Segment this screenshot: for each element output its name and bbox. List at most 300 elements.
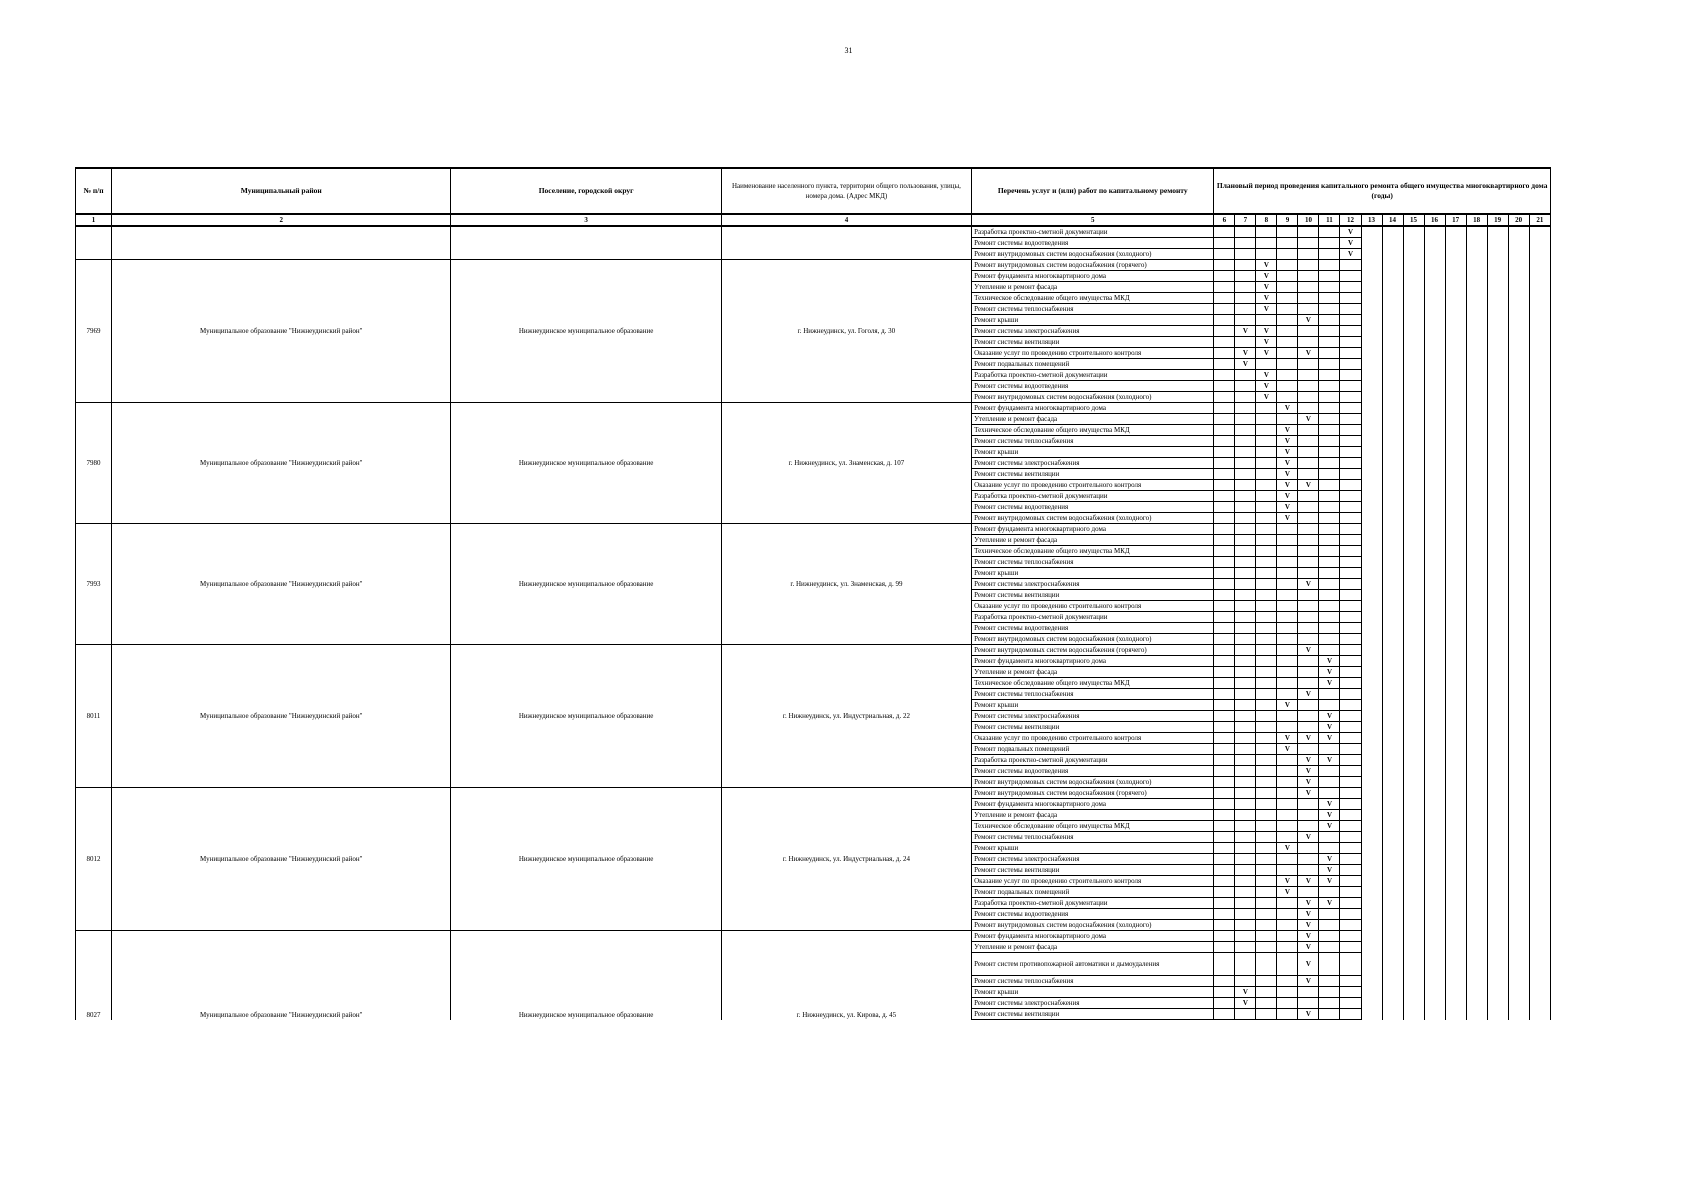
plan-cell xyxy=(1298,249,1319,260)
plan-cell xyxy=(1445,623,1466,634)
plan-cell xyxy=(1466,469,1487,480)
plan-cell xyxy=(1214,359,1235,370)
plan-cell xyxy=(1508,359,1529,370)
plan-cell xyxy=(1466,656,1487,667)
plan-mark: V xyxy=(1256,260,1277,271)
plan-cell xyxy=(1214,920,1235,931)
plan-mark: V xyxy=(1340,249,1361,260)
plan-cell xyxy=(1256,755,1277,766)
plan-cell xyxy=(1382,755,1403,766)
plan-cell xyxy=(1340,854,1361,865)
plan-cell xyxy=(1214,590,1235,601)
plan-cell xyxy=(1487,865,1508,876)
plan-cell xyxy=(1214,766,1235,777)
plan-cell xyxy=(1319,480,1340,491)
plan-cell xyxy=(1382,535,1403,546)
plan-cell xyxy=(1340,601,1361,612)
plan-mark: V xyxy=(1277,843,1298,854)
plan-mark: V xyxy=(1277,447,1298,458)
service-name: Ремонт системы теплоснабжения xyxy=(972,436,1214,447)
plan-cell xyxy=(1256,414,1277,425)
plan-cell xyxy=(1256,931,1277,942)
column-number-15: 15 xyxy=(1403,214,1424,226)
plan-cell xyxy=(1340,480,1361,491)
plan-cell xyxy=(1445,1009,1466,1020)
plan-cell xyxy=(1403,656,1424,667)
plan-cell xyxy=(1361,909,1382,920)
plan-cell xyxy=(1214,645,1235,656)
plan-cell xyxy=(1361,700,1382,711)
service-name: Ремонт системы водоотведения xyxy=(972,909,1214,920)
plan-cell xyxy=(1319,931,1340,942)
plan-cell xyxy=(1277,722,1298,733)
plan-cell xyxy=(1529,458,1550,469)
plan-cell xyxy=(1445,777,1466,788)
plan-cell xyxy=(1424,755,1445,766)
plan-cell xyxy=(1466,579,1487,590)
plan-cell xyxy=(1361,579,1382,590)
plan-cell xyxy=(1361,513,1382,524)
plan-cell xyxy=(1256,777,1277,788)
plan-cell xyxy=(1298,326,1319,337)
plan-cell xyxy=(1361,447,1382,458)
plan-cell xyxy=(1235,843,1256,854)
plan-cell xyxy=(1382,832,1403,843)
plan-cell xyxy=(1424,700,1445,711)
plan-cell xyxy=(1277,282,1298,293)
plan-cell xyxy=(1298,381,1319,392)
plan-cell xyxy=(1403,469,1424,480)
plan-cell xyxy=(1235,436,1256,447)
plan-cell xyxy=(1424,557,1445,568)
plan-cell xyxy=(1445,645,1466,656)
plan-cell xyxy=(1361,689,1382,700)
plan-mark: V xyxy=(1319,821,1340,832)
column-number-row xyxy=(76,214,1551,226)
plan-cell xyxy=(1529,403,1550,414)
plan-cell xyxy=(1529,876,1550,887)
plan-cell xyxy=(1487,458,1508,469)
plan-cell xyxy=(1361,854,1382,865)
plan-cell xyxy=(1466,667,1487,678)
plan-cell xyxy=(1277,865,1298,876)
service-name: Ремонт подвальных помещений xyxy=(972,744,1214,755)
plan-cell xyxy=(1487,645,1508,656)
plan-mark: V xyxy=(1298,348,1319,359)
plan-cell xyxy=(1214,249,1235,260)
service-name: Ремонт системы вентиляции xyxy=(972,469,1214,480)
plan-cell xyxy=(1319,976,1340,987)
plan-cell xyxy=(1214,898,1235,909)
plan-cell xyxy=(1340,987,1361,998)
plan-cell xyxy=(1487,546,1508,557)
plan-cell xyxy=(1277,381,1298,392)
plan-cell xyxy=(1403,436,1424,447)
plan-cell xyxy=(1382,381,1403,392)
plan-cell xyxy=(1445,535,1466,546)
plan-cell xyxy=(1445,700,1466,711)
plan-cell xyxy=(1508,392,1529,403)
plan-cell xyxy=(1277,414,1298,425)
plan-cell xyxy=(1403,755,1424,766)
plan-cell xyxy=(1466,832,1487,843)
plan-cell xyxy=(1340,832,1361,843)
plan-cell xyxy=(1403,337,1424,348)
plan-cell xyxy=(1445,733,1466,744)
plan-cell xyxy=(1403,976,1424,987)
plan-cell xyxy=(1466,249,1487,260)
row-number: 8027 xyxy=(76,931,112,1020)
row-district: Муниципальное образование "Нижнеудинский район" xyxy=(112,260,451,403)
plan-cell xyxy=(1382,414,1403,425)
plan-cell xyxy=(1466,304,1487,315)
plan-mark: V xyxy=(1319,854,1340,865)
plan-cell xyxy=(1466,568,1487,579)
plan-cell xyxy=(1445,656,1466,667)
plan-cell xyxy=(1529,942,1550,953)
plan-cell xyxy=(1424,667,1445,678)
plan-cell xyxy=(1361,766,1382,777)
plan-cell xyxy=(1235,1009,1256,1020)
service-name: Ремонт фундамента многоквартирного дома xyxy=(972,271,1214,282)
plan-cell xyxy=(1256,359,1277,370)
plan-cell xyxy=(1508,865,1529,876)
plan-cell xyxy=(1319,700,1340,711)
service-name: Ремонт системы водоотведения xyxy=(972,381,1214,392)
plan-mark: V xyxy=(1277,469,1298,480)
plan-cell xyxy=(1466,436,1487,447)
plan-cell xyxy=(1361,601,1382,612)
service-name: Ремонт системы теплоснабжения xyxy=(972,689,1214,700)
plan-cell xyxy=(1235,601,1256,612)
plan-cell xyxy=(1256,480,1277,491)
service-name: Ремонт системы теплоснабжения xyxy=(972,832,1214,843)
plan-cell xyxy=(1382,436,1403,447)
plan-cell xyxy=(1466,887,1487,898)
plan-cell xyxy=(1508,909,1529,920)
plan-cell xyxy=(1403,634,1424,645)
header-address: Наименование населенного пункта, территории общего пользования, улицы, номера дома. (Адрес МКД) xyxy=(721,168,971,214)
plan-mark: V xyxy=(1277,733,1298,744)
plan-cell xyxy=(1529,557,1550,568)
row-address xyxy=(721,226,971,260)
plan-cell xyxy=(1319,998,1340,1009)
plan-cell xyxy=(1298,535,1319,546)
plan-cell xyxy=(1235,634,1256,645)
plan-cell xyxy=(1487,260,1508,271)
plan-cell xyxy=(1256,711,1277,722)
plan-cell xyxy=(1445,987,1466,998)
plan-cell xyxy=(1277,920,1298,931)
header-services: Перечень услуг и (или) работ по капитальному ремонту xyxy=(972,168,1214,214)
plan-cell xyxy=(1361,337,1382,348)
plan-mark: V xyxy=(1298,579,1319,590)
plan-cell xyxy=(1529,799,1550,810)
plan-cell xyxy=(1340,623,1361,634)
plan-cell xyxy=(1508,645,1529,656)
plan-cell xyxy=(1466,348,1487,359)
plan-cell xyxy=(1214,370,1235,381)
service-name: Ремонт внутридомовых систем водоснабжения (холодного) xyxy=(972,634,1214,645)
plan-mark: V xyxy=(1298,766,1319,777)
plan-cell xyxy=(1235,260,1256,271)
service-name: Ремонт внутридомовых систем водоснабжения (холодного) xyxy=(972,777,1214,788)
plan-mark: V xyxy=(1277,887,1298,898)
plan-cell xyxy=(1424,293,1445,304)
plan-cell xyxy=(1403,722,1424,733)
plan-cell xyxy=(1235,502,1256,513)
plan-cell xyxy=(1214,425,1235,436)
header-district: Муниципальный район xyxy=(112,168,451,214)
plan-cell xyxy=(1424,942,1445,953)
plan-cell xyxy=(1361,568,1382,579)
plan-mark: V xyxy=(1256,282,1277,293)
plan-cell xyxy=(1445,557,1466,568)
plan-mark: V xyxy=(1319,656,1340,667)
plan-cell xyxy=(1508,326,1529,337)
plan-cell xyxy=(1361,876,1382,887)
plan-cell xyxy=(1529,293,1550,304)
plan-cell xyxy=(1424,590,1445,601)
plan-cell xyxy=(1340,337,1361,348)
plan-cell xyxy=(1214,854,1235,865)
plan-cell xyxy=(1466,987,1487,998)
plan-cell xyxy=(1319,392,1340,403)
plan-cell xyxy=(1424,568,1445,579)
plan-cell xyxy=(1256,634,1277,645)
plan-cell xyxy=(1235,777,1256,788)
plan-cell xyxy=(1529,249,1550,260)
service-name: Ремонт системы водоотведения xyxy=(972,238,1214,249)
plan-cell xyxy=(1235,425,1256,436)
plan-cell xyxy=(1382,998,1403,1009)
row-settlement: Нижнеудинское муниципальное образование xyxy=(451,260,721,403)
plan-cell xyxy=(1298,238,1319,249)
plan-cell xyxy=(1235,403,1256,414)
plan-cell xyxy=(1361,480,1382,491)
plan-cell xyxy=(1487,854,1508,865)
plan-cell xyxy=(1235,854,1256,865)
service-name: Ремонт внутридомовых систем водоснабжения (холодного) xyxy=(972,249,1214,260)
plan-cell xyxy=(1466,810,1487,821)
plan-cell xyxy=(1508,689,1529,700)
plan-mark: V xyxy=(1277,700,1298,711)
plan-cell xyxy=(1466,414,1487,425)
service-name: Разработка проектно-сметной документации xyxy=(972,898,1214,909)
plan-mark: V xyxy=(1277,480,1298,491)
plan-cell xyxy=(1214,326,1235,337)
plan-cell xyxy=(1529,226,1550,238)
plan-cell xyxy=(1256,667,1277,678)
plan-cell xyxy=(1277,546,1298,557)
plan-cell xyxy=(1508,579,1529,590)
plan-cell xyxy=(1424,524,1445,535)
plan-cell xyxy=(1466,1009,1487,1020)
plan-mark: V xyxy=(1340,238,1361,249)
plan-cell xyxy=(1256,656,1277,667)
service-name: Ремонт системы теплоснабжения xyxy=(972,304,1214,315)
plan-cell xyxy=(1340,920,1361,931)
plan-cell xyxy=(1445,469,1466,480)
service-name: Ремонт системы электроснабжения xyxy=(972,458,1214,469)
plan-cell xyxy=(1256,238,1277,249)
plan-cell xyxy=(1382,645,1403,656)
service-name: Ремонт системы вентиляции xyxy=(972,590,1214,601)
plan-cell xyxy=(1256,887,1277,898)
plan-cell xyxy=(1424,744,1445,755)
plan-cell xyxy=(1382,348,1403,359)
plan-cell xyxy=(1277,678,1298,689)
plan-cell xyxy=(1445,766,1466,777)
plan-cell xyxy=(1256,557,1277,568)
plan-cell xyxy=(1445,942,1466,953)
service-name: Ремонт фундамента многоквартирного дома xyxy=(972,656,1214,667)
plan-cell xyxy=(1466,458,1487,469)
plan-cell xyxy=(1361,414,1382,425)
plan-cell xyxy=(1508,843,1529,854)
plan-cell xyxy=(1214,832,1235,843)
plan-mark: V xyxy=(1256,326,1277,337)
plan-cell xyxy=(1445,337,1466,348)
column-number-10: 10 xyxy=(1298,214,1319,226)
plan-cell xyxy=(1361,359,1382,370)
plan-cell xyxy=(1298,810,1319,821)
plan-cell xyxy=(1256,987,1277,998)
plan-cell xyxy=(1235,392,1256,403)
column-number-1: 1 xyxy=(76,214,112,226)
plan-mark: V xyxy=(1298,315,1319,326)
service-name: Разработка проектно-сметной документации xyxy=(972,755,1214,766)
plan-cell xyxy=(1361,590,1382,601)
plan-cell xyxy=(1508,535,1529,546)
row-settlement: Нижнеудинское муниципальное образование xyxy=(451,931,721,1020)
plan-cell xyxy=(1529,931,1550,942)
plan-cell xyxy=(1235,271,1256,282)
table-row xyxy=(76,524,1551,535)
plan-cell xyxy=(1319,942,1340,953)
plan-cell xyxy=(1340,953,1361,976)
plan-cell xyxy=(1529,392,1550,403)
column-number-21: 21 xyxy=(1529,214,1550,226)
plan-cell xyxy=(1403,513,1424,524)
plan-cell xyxy=(1529,381,1550,392)
plan-cell xyxy=(1466,865,1487,876)
plan-cell xyxy=(1214,513,1235,524)
plan-cell xyxy=(1487,414,1508,425)
plan-cell xyxy=(1235,480,1256,491)
plan-cell xyxy=(1340,304,1361,315)
plan-cell xyxy=(1424,579,1445,590)
plan-cell xyxy=(1319,612,1340,623)
plan-mark: V xyxy=(1235,998,1256,1009)
plan-cell xyxy=(1403,282,1424,293)
service-name: Ремонт крыши xyxy=(972,447,1214,458)
row-settlement: Нижнеудинское муниципальное образование xyxy=(451,788,721,931)
plan-cell xyxy=(1277,337,1298,348)
plan-cell xyxy=(1424,414,1445,425)
plan-cell xyxy=(1424,546,1445,557)
plan-cell xyxy=(1382,898,1403,909)
plan-cell xyxy=(1214,667,1235,678)
plan-cell xyxy=(1445,315,1466,326)
plan-cell xyxy=(1445,667,1466,678)
plan-cell xyxy=(1298,458,1319,469)
plan-cell xyxy=(1508,546,1529,557)
plan-cell xyxy=(1298,700,1319,711)
plan-cell xyxy=(1445,821,1466,832)
plan-cell xyxy=(1424,458,1445,469)
plan-mark: V xyxy=(1298,920,1319,931)
plan-cell xyxy=(1529,579,1550,590)
row-address: г. Нижнеудинск, ул. Знаменская, д. 99 xyxy=(721,524,971,645)
plan-cell xyxy=(1382,987,1403,998)
plan-cell xyxy=(1529,987,1550,998)
plan-cell xyxy=(1508,458,1529,469)
plan-cell xyxy=(1340,711,1361,722)
plan-cell xyxy=(1361,711,1382,722)
plan-cell xyxy=(1487,568,1508,579)
plan-cell xyxy=(1382,942,1403,953)
plan-cell xyxy=(1277,612,1298,623)
service-name: Ремонт крыши xyxy=(972,315,1214,326)
plan-mark: V xyxy=(1256,293,1277,304)
plan-cell xyxy=(1340,645,1361,656)
plan-cell xyxy=(1361,293,1382,304)
plan-cell xyxy=(1487,590,1508,601)
service-name: Утепление и ремонт фасада xyxy=(972,810,1214,821)
plan-cell xyxy=(1508,414,1529,425)
plan-cell xyxy=(1424,887,1445,898)
plan-cell xyxy=(1277,656,1298,667)
plan-cell xyxy=(1298,226,1319,238)
plan-cell xyxy=(1298,678,1319,689)
plan-cell xyxy=(1340,634,1361,645)
plan-cell xyxy=(1466,271,1487,282)
plan-cell xyxy=(1403,832,1424,843)
service-name: Ремонт системы теплоснабжения xyxy=(972,976,1214,987)
plan-cell xyxy=(1214,678,1235,689)
plan-cell xyxy=(1403,887,1424,898)
plan-cell xyxy=(1235,458,1256,469)
plan-cell xyxy=(1298,491,1319,502)
plan-cell xyxy=(1424,766,1445,777)
plan-cell xyxy=(1382,315,1403,326)
plan-cell xyxy=(1382,557,1403,568)
plan-cell xyxy=(1487,832,1508,843)
plan-cell xyxy=(1382,766,1403,777)
plan-cell xyxy=(1361,953,1382,976)
plan-cell xyxy=(1361,326,1382,337)
plan-cell xyxy=(1298,271,1319,282)
plan-cell xyxy=(1382,568,1403,579)
plan-cell xyxy=(1508,810,1529,821)
plan-cell xyxy=(1235,513,1256,524)
column-number-12: 12 xyxy=(1340,214,1361,226)
plan-cell xyxy=(1361,491,1382,502)
plan-cell xyxy=(1361,898,1382,909)
service-name: Утепление и ремонт фасада xyxy=(972,667,1214,678)
plan-cell xyxy=(1424,601,1445,612)
row-settlement xyxy=(451,226,721,260)
plan-cell xyxy=(1445,513,1466,524)
plan-cell xyxy=(1277,788,1298,799)
plan-cell xyxy=(1529,260,1550,271)
plan-cell xyxy=(1508,271,1529,282)
plan-cell xyxy=(1529,920,1550,931)
plan-cell xyxy=(1256,843,1277,854)
plan-mark: V xyxy=(1319,733,1340,744)
page-number: 31 xyxy=(844,46,853,55)
